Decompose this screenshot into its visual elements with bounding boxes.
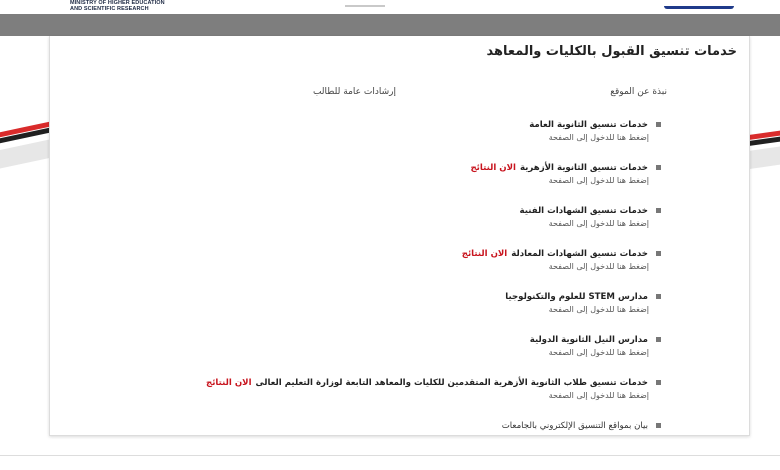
list-item[interactable] <box>101 333 661 357</box>
service-enter-link[interactable]: إضغط هنا للدخول إلى الصفحة <box>548 391 649 400</box>
bullet-icon <box>656 380 661 385</box>
results-badge[interactable]: الان النتائج <box>470 162 516 173</box>
nav-bar <box>0 14 780 36</box>
service-enter-link[interactable]: إضغط هنا للدخول إلى الصفحة <box>548 262 649 271</box>
list-item[interactable] <box>101 161 661 185</box>
service-enter-link[interactable]: إضغط هنا للدخول إلى الصفحة <box>548 305 649 314</box>
service-enter-link[interactable]: إضغط هنا للدخول إلى الصفحة <box>548 176 649 185</box>
service-name-link[interactable]: مدارس النيل الثانوية الدولية <box>529 334 648 345</box>
service-name-link[interactable]: خدمات تنسيق الثانوية الأزهرية <box>519 162 648 173</box>
services-list <box>101 118 661 451</box>
results-badge[interactable]: الان النتائج <box>206 377 252 388</box>
center-logo-icon <box>345 0 385 7</box>
list-item[interactable] <box>101 247 661 271</box>
university-sites-link[interactable]: بيان بمواقع التنسيق الإلكتروني بالجامعات <box>501 420 648 431</box>
list-item[interactable] <box>101 419 661 432</box>
tab-student-guidelines[interactable]: إرشادات عامة للطالب <box>312 87 396 97</box>
ministry-logo-text <box>70 0 165 12</box>
service-name-link[interactable]: خدمات تنسيق طلاب الثانوية الأزهرية المتقدمين للكليات والمعاهد التابعة لوزارة التعليم العالى <box>255 377 648 388</box>
list-item[interactable] <box>101 290 661 314</box>
content-panel <box>49 36 750 436</box>
service-name-link[interactable]: خدمات تنسيق الشهادات الفنية <box>519 205 648 216</box>
list-item[interactable] <box>101 204 661 228</box>
bullet-icon <box>656 294 661 299</box>
list-item[interactable] <box>101 376 661 400</box>
ministry-line-1: MINISTRY OF HIGHER EDUCATION <box>70 0 165 6</box>
service-name-link[interactable]: خدمات تنسيق الشهادات المعادلة <box>511 248 648 259</box>
bullet-icon <box>656 251 661 256</box>
ministry-line-2: AND SCIENTIFIC RESEARCH <box>70 6 149 12</box>
bottom-divider <box>0 455 780 456</box>
bullet-icon <box>656 165 661 170</box>
service-name-link[interactable]: مدارس STEM للعلوم والتكنولوجيا <box>505 291 648 302</box>
service-name-link[interactable]: خدمات تنسيق الثانوية العامة <box>529 119 648 130</box>
bullet-icon <box>656 423 661 428</box>
bullet-icon <box>656 208 661 213</box>
top-header <box>0 0 780 14</box>
service-enter-link[interactable]: إضغط هنا للدخول إلى الصفحة <box>548 133 649 142</box>
service-enter-link[interactable]: إضغط هنا للدخول إلى الصفحة <box>548 348 649 357</box>
results-badge[interactable]: الان النتائج <box>461 248 508 259</box>
site-logo-icon[interactable] <box>664 0 734 9</box>
service-enter-link[interactable]: إضغط هنا للدخول إلى الصفحة <box>548 219 649 228</box>
bullet-icon <box>656 337 661 342</box>
page-title: خدمات تنسيق القبول بالكليات والمعاهد <box>486 44 737 59</box>
list-item[interactable] <box>101 118 661 142</box>
bullet-icon <box>656 122 661 127</box>
tab-about-site[interactable]: نبذة عن الموقع <box>610 87 667 97</box>
